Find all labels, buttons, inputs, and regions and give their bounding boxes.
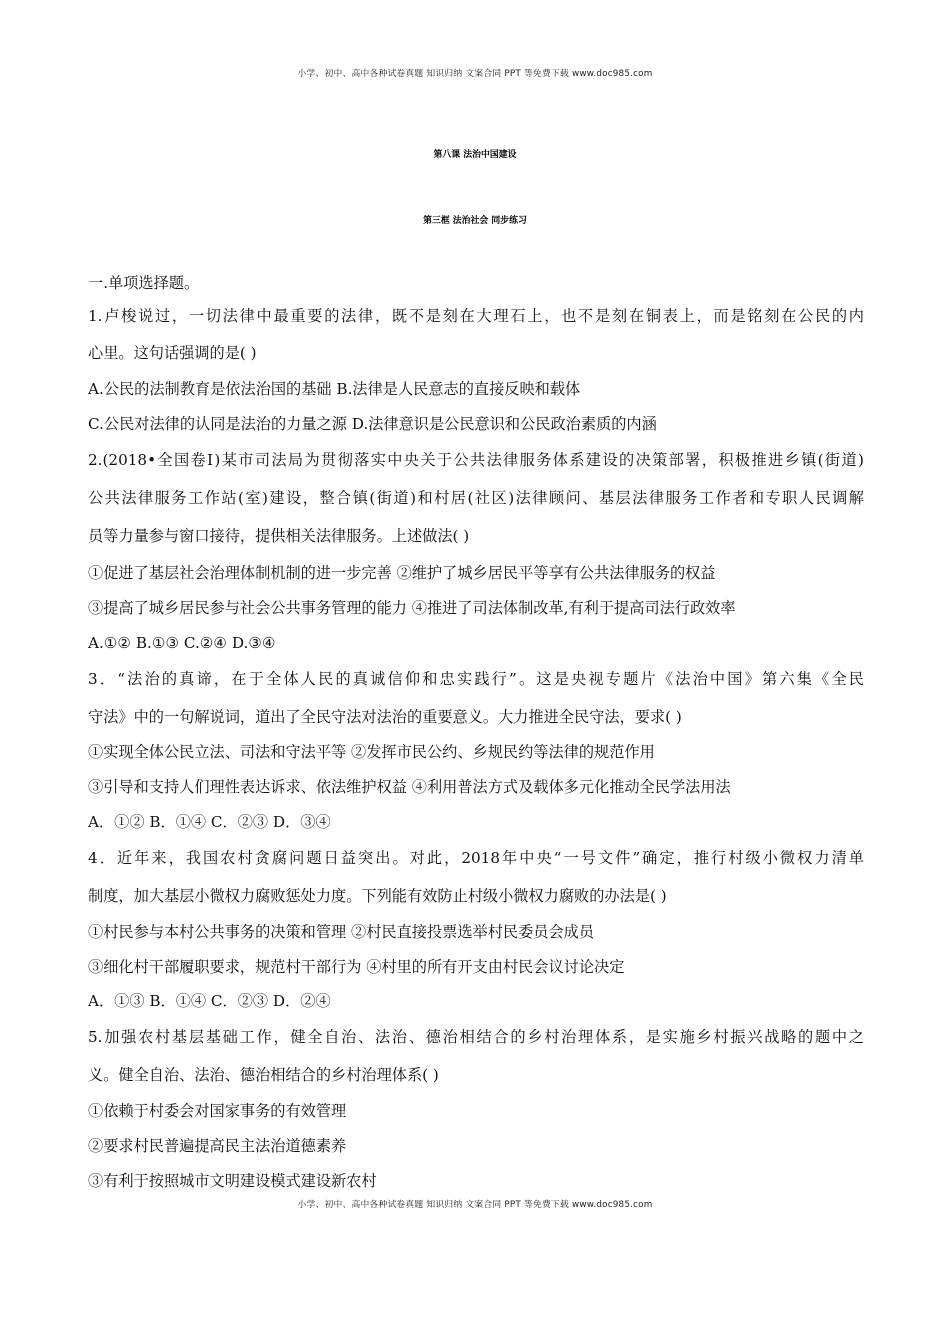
question-3-text-cont: 守法》中的一句解说词，道出了全民守法对法治的重要意义。大力推进全民守法，要求( )	[88, 708, 682, 726]
question-4-statements-34: ③细化村干部履职要求，规范村干部行为 ④村里的所有开支由村民会议讨论决定	[88, 958, 625, 976]
section-heading: 一.单项选择题。	[88, 274, 200, 292]
question-5-statement-1: ①依赖于村委会对国家事务的有效管理	[88, 1102, 347, 1120]
question-1-text: 1.卢梭说过，一切法律中最重要的法律，既不是刻在大理石上，也不是刻在铜表上，而是铭刻在公民的内	[88, 307, 864, 325]
footer-banner: 小学、初中、高中各种试卷真题 知识归纳 文案合同 PPT 等免费下载 www.doc985.com	[297, 1200, 653, 1210]
question-4-text-cont: 制度，加大基层小微权力腐败惩处力度。下列能有效防止村级小微权力腐败的办法是( )	[88, 887, 667, 905]
question-3-text: 3．“法治的真谛，在于全体人民的真诚信仰和忠实践行”。这是央视专题片《法治中国》第六集《全民	[88, 670, 864, 688]
question-5-text: 5.加强农村基层基础工作，健全自治、法治、德治相结合的乡村治理体系，是实施乡村振兴战略的题中之	[88, 1028, 864, 1046]
question-5-statement-2: ②要求村民普遍提高民主法治道德素养	[88, 1137, 347, 1155]
question-3-choices: A．①② B．①④ C．②③ D．③④	[88, 813, 331, 831]
question-2-statements-34: ③提高了城乡居民参与社会公共事务管理的能力 ④推进了司法体制改革,有利于提高司法行政效率	[88, 599, 736, 617]
question-1-options-cd: C.公民对法律的认同是法治的力量之源 D.法律意识是公民意识和公民政治素质的内涵	[88, 415, 657, 433]
header-banner: 小学、初中、高中各种试卷真题 知识归纳 文案合同 PPT 等免费下载 www.doc985.com	[297, 69, 653, 79]
question-5-text-cont: 义。健全自治、法治、德治相结合的乡村治理体系( )	[88, 1066, 439, 1084]
question-2-text-end: 员等力量参与窗口接待，提供相关法律服务。上述做法( )	[88, 527, 470, 545]
question-1-text-cont: 心里。这句话强调的是( )	[88, 344, 257, 362]
question-3-statements-34: ③引导和支持人们理性表达诉求、依法维护权益 ④利用普法方式及载体多元化推动全民学法用法	[88, 778, 731, 796]
question-2-text-cont: 公共法律服务工作站(室)建设，整合镇(街道)和村居(社区)法律顾问、基层法律服务工作者和专职人民调解	[88, 489, 864, 507]
question-3-statements-12: ①实现全体公民立法、司法和守法平等 ②发挥市民公约、乡规民约等法律的规范作用	[88, 743, 655, 761]
question-2-choices: A.①② B.①③ C.②④ D.③④	[88, 634, 276, 652]
question-2-text: 2.(2018•全国卷Ⅰ)某市司法局为贯彻落实中央关于公共法律服务体系建设的决策部署，积极推进乡镇(街道)	[88, 451, 864, 469]
question-5-statement-3: ③有利于按照城市文明建设模式建设新农村	[88, 1172, 377, 1190]
question-1-options-ab: A.公民的法制教育是依法治国的基础 B.法律是人民意志的直接反映和载体	[88, 380, 581, 398]
question-2-statements-12: ①促进了基层社会治理体制机制的进一步完善 ②维护了城乡居民平等享有公共法律服务的权益	[88, 564, 716, 582]
question-4-text: 4．近年来，我国农村贪腐问题日益突出。对此，2018年中央“一号文件”确定，推行村级小微权力清单	[88, 849, 864, 867]
section-title: 第三框 法治社会 同步练习	[423, 216, 527, 226]
question-4-statements-12: ①村民参与本村公共事务的决策和管理 ②村民直接投票选举村民委员会成员	[88, 923, 595, 941]
question-4-choices: A．①③ B．①④ C．②③ D．②④	[88, 992, 331, 1010]
lesson-title: 第八课 法治中国建设	[433, 150, 517, 160]
